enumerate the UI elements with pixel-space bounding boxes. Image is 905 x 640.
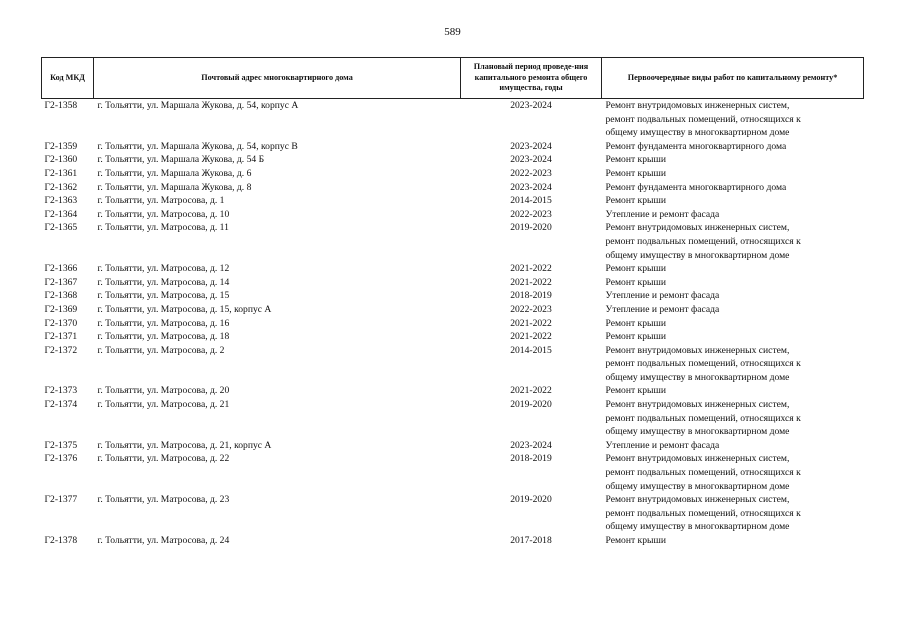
- repair-period-cell: 2014-2015: [510, 344, 552, 356]
- table-row: [42, 221, 864, 262]
- mkd-code-cell: Г2-1368: [44, 290, 78, 302]
- works-cell: [602, 153, 864, 167]
- table-row: [42, 330, 864, 344]
- works-cell: [602, 99, 864, 140]
- works-line: Ремонт внутридомовых инженерных систем,: [605, 344, 790, 356]
- mkd-code-cell: Г2-1373: [44, 385, 78, 397]
- mkd-code-cell: Г2-1370: [44, 317, 78, 329]
- repair-period-cell: 2021-2022: [510, 317, 552, 329]
- repair-period-cell: 2017-2018: [510, 535, 552, 546]
- repair-period-cell: 2022-2023: [510, 208, 552, 220]
- repair-period-cell: 2019-2020: [510, 494, 552, 506]
- repair-period-cell: 2021-2022: [510, 331, 552, 343]
- works-line: Ремонт фундамента многоквартирного дома: [605, 140, 787, 152]
- mkd-code-cell: Г2-1363: [44, 195, 78, 207]
- works-line: Ремонт крыши: [605, 263, 666, 275]
- page-number: 589: [444, 26, 461, 38]
- works-line: общему имуществу в многоквартирном доме: [605, 249, 790, 261]
- address-cell: г. Тольятти, ул. Матросова, д. 10: [97, 208, 230, 220]
- mkd-code-cell: Г2-1365: [44, 222, 78, 234]
- table-row: [42, 194, 864, 208]
- mkd-code-cell: Г2-1369: [44, 303, 78, 315]
- table-body: [42, 99, 864, 548]
- works-cell: [602, 194, 864, 208]
- repair-period-cell: 2023-2024: [510, 439, 552, 451]
- table-row: [42, 208, 864, 222]
- table-row: [42, 317, 864, 331]
- mkd-code-cell: Г2-1376: [44, 453, 78, 465]
- table-row: [42, 303, 864, 317]
- mkd-code-cell: Г2-1361: [44, 167, 78, 179]
- table-row: [42, 452, 864, 493]
- works-line: общему имуществу в многоквартирном доме: [605, 426, 790, 438]
- works-line: Ремонт внутридомовых инженерных систем,: [605, 399, 790, 411]
- works-line: Ремонт крыши: [605, 317, 666, 329]
- mkd-code-cell: Г2-1358: [44, 100, 78, 111]
- works-cell: [602, 289, 864, 303]
- table-row: [42, 99, 864, 140]
- works-cell: [602, 398, 864, 439]
- works-line: общему имуществу в многоквартирном доме: [605, 480, 790, 492]
- address-cell: г. Тольятти, ул. Матросова, д. 14: [97, 276, 230, 288]
- repair-period-cell: 2023-2024: [510, 140, 552, 152]
- mkd-code-cell: Г2-1360: [44, 154, 78, 166]
- address-cell: г. Тольятти, ул. Матросова, д. 20: [97, 385, 230, 397]
- mkd-code-cell: Г2-1375: [44, 439, 78, 451]
- table-row: [42, 153, 864, 167]
- works-cell: [602, 330, 864, 344]
- works-cell: [602, 181, 864, 195]
- repair-period-cell: 2019-2020: [510, 222, 552, 234]
- table-row: [42, 289, 864, 303]
- address-cell: г. Тольятти, ул. Матросова, д. 12: [97, 263, 230, 275]
- works-line: Утепление и ремонт фасада: [605, 290, 720, 302]
- repair-period-cell: 2022-2023: [510, 167, 552, 179]
- repair-period-cell: 2021-2022: [510, 276, 552, 288]
- works-line: ремонт подвальных помещений, относящихся к: [605, 412, 801, 424]
- works-line: Ремонт внутридомовых инженерных систем,: [605, 494, 790, 506]
- address-cell: г. Тольятти, ул. Матросова, д. 16: [97, 317, 230, 329]
- works-cell: [602, 493, 864, 534]
- works-line: ремонт подвальных помещений, относящихся к: [605, 358, 801, 370]
- mkd-code-cell: Г2-1364: [44, 208, 78, 220]
- mkd-code-cell: Г2-1374: [44, 399, 78, 411]
- address-cell: г. Тольятти, ул. Маршала Жукова, д. 6: [97, 167, 252, 179]
- table-row: [42, 439, 864, 453]
- column-header-code: Код МКД: [42, 58, 94, 99]
- works-line: ремонт подвальных помещений, относящихся к: [605, 467, 801, 479]
- address-cell: г. Тольятти, ул. Матросова, д. 2: [97, 344, 225, 356]
- table-row: [42, 181, 864, 195]
- works-cell: [602, 303, 864, 317]
- works-line: Ремонт крыши: [605, 331, 666, 343]
- works-cell: [602, 140, 864, 154]
- repair-period-cell: 2019-2020: [510, 399, 552, 411]
- works-line: общему имуществу в многоквартирном доме: [605, 521, 790, 533]
- works-line: Ремонт внутридомовых инженерных систем,: [605, 222, 790, 234]
- mkd-code-cell: Г2-1371: [44, 331, 78, 343]
- works-cell: [602, 384, 864, 398]
- table-row: [42, 276, 864, 290]
- table-row: [42, 262, 864, 276]
- works-cell: [602, 208, 864, 222]
- mkd-code-cell: Г2-1367: [44, 276, 78, 288]
- repair-period-cell: 2023-2024: [510, 154, 552, 166]
- address-cell: г. Тольятти, ул. Маршала Жукова, д. 54, корпус А: [97, 100, 299, 111]
- address-cell: г. Тольятти, ул. Матросова, д. 23: [97, 494, 230, 506]
- repair-period-cell: 2021-2022: [510, 385, 552, 397]
- repair-period-cell: 2023-2024: [510, 181, 552, 193]
- works-cell: [602, 534, 864, 548]
- works-line: общему имуществу в многоквартирном доме: [605, 371, 790, 383]
- works-cell: [602, 167, 864, 181]
- works-line: Утепление и ремонт фасада: [605, 208, 720, 220]
- works-line: Утепление и ремонт фасада: [605, 439, 720, 451]
- works-cell: [602, 262, 864, 276]
- table-row: [42, 398, 864, 439]
- mkd-code-cell: Г2-1377: [44, 494, 78, 506]
- address-cell: г. Тольятти, ул. Маршала Жукова, д. 54 Б: [97, 154, 265, 166]
- address-cell: г. Тольятти, ул. Матросова, д. 11: [97, 222, 229, 234]
- works-line: Утепление и ремонт фасада: [605, 303, 720, 315]
- repair-period-cell: 2023-2024: [510, 100, 552, 111]
- table-row: [42, 167, 864, 181]
- table-header: [42, 58, 864, 99]
- works-line: Ремонт крыши: [605, 167, 666, 179]
- repair-period-cell: 2018-2019: [510, 290, 552, 302]
- address-cell: г. Тольятти, ул. Матросова, д. 21: [97, 399, 230, 411]
- column-header-address: Почтовый адрес многоквартирного дома: [94, 58, 461, 99]
- address-cell: г. Тольятти, ул. Матросова, д. 1: [97, 195, 225, 207]
- address-cell: г. Тольятти, ул. Матросова, д. 24: [97, 535, 230, 546]
- works-line: ремонт подвальных помещений, относящихся к: [605, 507, 801, 519]
- address-cell: г. Тольятти, ул. Матросова, д. 22: [97, 453, 230, 465]
- works-cell: [602, 221, 864, 262]
- table-row: [42, 534, 864, 548]
- works-cell: [602, 344, 864, 385]
- mkd-code-cell: Г2-1359: [44, 140, 78, 152]
- works-line: общему имуществу в многоквартирном доме: [605, 127, 790, 139]
- address-cell: г. Тольятти, ул. Маршала Жукова, д. 8: [97, 181, 252, 193]
- works-cell: [602, 452, 864, 493]
- table-row: [42, 140, 864, 154]
- works-line: ремонт подвальных помещений, относящихся к: [605, 113, 801, 125]
- table-row: [42, 384, 864, 398]
- capital-repair-table: [41, 57, 864, 548]
- works-line: Ремонт крыши: [605, 276, 666, 288]
- works-cell: [602, 439, 864, 453]
- mkd-code-cell: Г2-1362: [44, 181, 78, 193]
- mkd-code-cell: Г2-1366: [44, 263, 78, 275]
- works-line: Ремонт крыши: [605, 385, 666, 397]
- table-row: [42, 493, 864, 534]
- works-line: Ремонт фундамента многоквартирного дома: [605, 181, 787, 193]
- table-row: [42, 344, 864, 385]
- address-cell: г. Тольятти, ул. Матросова, д. 15: [97, 290, 230, 302]
- repair-period-cell: 2014-2015: [510, 195, 552, 207]
- address-cell: г. Тольятти, ул. Маршала Жукова, д. 54, корпус В: [97, 140, 298, 152]
- column-header-works: Первоочередные виды работ по капитальному ремонту*: [602, 58, 864, 99]
- works-cell: [602, 276, 864, 290]
- repair-period-cell: 2018-2019: [510, 453, 552, 465]
- address-cell: г. Тольятти, ул. Матросова, д. 21, корпус А: [97, 439, 272, 451]
- column-header-period: Плановый период проведе-ния капитального ремонта общего имущества, годы: [461, 58, 602, 99]
- mkd-code-cell: Г2-1372: [44, 344, 78, 356]
- works-line: Ремонт крыши: [605, 154, 666, 166]
- works-cell: [602, 317, 864, 331]
- works-line: Ремонт крыши: [605, 195, 666, 207]
- repair-period-cell: 2022-2023: [510, 303, 552, 315]
- mkd-code-cell: Г2-1378: [44, 535, 78, 546]
- works-line: ремонт подвальных помещений, относящихся к: [605, 235, 801, 247]
- works-line: Ремонт внутридомовых инженерных систем,: [605, 453, 790, 465]
- works-line: Ремонт крыши: [605, 535, 666, 546]
- repair-period-cell: 2021-2022: [510, 263, 552, 275]
- works-line: Ремонт внутридомовых инженерных систем,: [605, 100, 790, 111]
- address-cell: г. Тольятти, ул. Матросова, д. 15, корпус А: [97, 303, 272, 315]
- address-cell: г. Тольятти, ул. Матросова, д. 18: [97, 331, 230, 343]
